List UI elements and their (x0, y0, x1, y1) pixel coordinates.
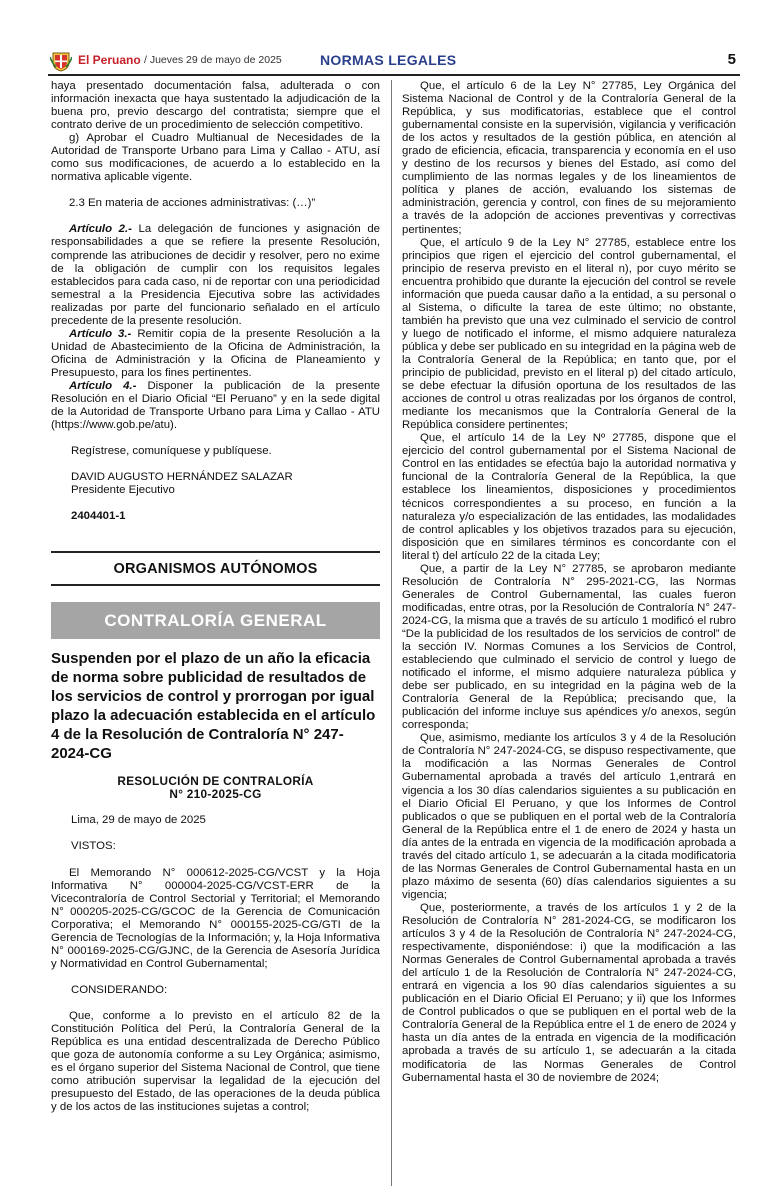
resolution-heading (51, 775, 380, 801)
section-title: ORGANISMOS AUTÓNOMOS (113, 561, 318, 578)
signer-title: Presidente Ejecutivo (71, 484, 175, 497)
vistos-text: El Memorando N° 000612-2025-CG/VCST y la Hoja Informativa N° 000004-2025-CG/VCST-ERR de la Vicecontraloría de Control Sectorial y Territorial; el Memorando N° 000205-2025-CG/GCOC de la Gerencia de Comunicación Corporativa; el Memorando N° 000155-2025-CG/GTI de la Gerencia de Tecnologías de la Información; y, la Hoja Informativa N° 000169-2025-CG/GJNC, de la Gerencia de Asesoría Jurídica y Normatividad en Control Gubernamental; (51, 866, 380, 970)
article-3 (51, 328, 380, 380)
resolution-title: RESOLUCIÓN DE CONTRALORÍA (117, 774, 314, 789)
article-label: Artículo 2.- (69, 223, 132, 236)
right-column (402, 80, 736, 1085)
article-text: Disponer la publicación de la presente Resolución en el Diario Oficial “El Peruano” y en la sede digital de la Autoridad de Transporte Urbano para Lima y Callao - ATU (https://www.gob.pe/atu). (51, 379, 381, 432)
header-title: NORMAS LEGALES (320, 52, 457, 68)
paragraph: g) Aprobar el Cuadro Multianual de Necesidades de la Autoridad de Transporte Urbano para Lima y Callao - ATU, así como sus modificaciones, de acuerdo a lo establecido en la normativa aplicable vigente. (51, 132, 380, 184)
header-date: / Jueves 29 de mayo de 2025 (144, 54, 282, 66)
section-rule (51, 551, 380, 553)
section-rule (51, 584, 380, 586)
paragraph: Que, el artículo 9 de la Ley N° 27785, establece entre los principios que rigen el ejercicio del control gubernamental, el principio de reserva previsto en el literal n), por cuyo mérito se encuentra prohibido que durante la ejecución del control se revele información que pueda causar daño a la entidad, a su personal o al Sistema, o dificulte la tarea de este último; no obstante, también ha previsto que una vez culminado el servicio de control y luego de notificado el informe, el mismo adquiere naturaleza pública y debe ser publicado en su integridad en la página web de la Contraloría General de la República; en tanto que, por el principio de publicidad, previsto en el literal p) del citado artículo, se debe efectuar la difusión oportuna de los resultados de las acciones de control u otras realizadas por los órganos de control, mediante los mecanismos que la Contraloría General de la República considere pertinentes; (402, 236, 736, 432)
paragraph: Que, el artículo 14 de la Ley Nº 27785, dispone que el ejercicio del control gubernamental por el Sistema Nacional de Control en las entidades se efectúa bajo la autoridad normativa y funcional de la Contraloría General de la República, la que establece los lineamientos, disposiciones y procedimientos técnicos correspondientes a su proceso, en función a la naturaleza y/o especialización de las entidades, las modalidades de control aplicables y los objetivos trazados para su ejecución, disposición que en similares términos es concordante con el literal t) del artículo 22 de la citada Ley; (402, 432, 736, 562)
paragraph: Que, asimismo, mediante los artículos 3 y 4 de la Resolución de Contraloría N° 247-2024-CG, se dispuso respectivamente, que la modificación a las Normas Generales de Control Gubernamental aprobada a través del artículo 1,entrará en vigencia a los 30 días calendarios siguientes a su publicación en el Diario Oficial El Peruano, y que los Informes de Control publicados o que se publiquen en el portal web de la Contraloría General de la República entre el 1 de enero de 2024 y hasta un día antes de la entrada en vigencia de la modificación aprobada a través del citado artículo 1, se adecuarán a la citada modificatoria de las Normas Generales de Control Gubernamental hasta en un plazo máximo de sesenta (60) días calendarios siguientes a su vigencia; (402, 732, 736, 901)
paragraph: Que, a partir de la Ley N° 27785, se aprobaron mediante Resolución de Contraloría N° 295-2021-CG, las Normas Generales de Control Gubernamental, las cuales fueron modificadas, entre otras, por la Resolución de Contraloría N° 247-2024-CG, la misma que a través de su artículo 1 modificó el rubro “De la publicidad de los resultados de los servicios de control” de la sección IV. Normas Comunes a los Servicios de Control, estableciendo que culminado el servicio de control y luego de notificado el informe, el mismo adquiere naturaleza pública y debe ser publicado, en su integridad en la página web de la Contraloría General de la República; precisando que, la publicación del informe incluye sus apéndices y/o anexos, según corresponda; (402, 562, 736, 732)
considerando-text: Que, conforme a lo previsto en el artículo 82 de la Constitución Política del Perú, la Contraloría General de la República es una entidad descentralizada de Derecho Público que goza de autonomía conforme a su Ley Orgánica; asimismo, es el órgano superior del Sistema Nacional de Control, que tiene como atribución supervisar la legalidad de la ejecución del presupuesto del Estado, de las operaciones de la deuda pública y de los actos de las instituciones sujetas a control; (51, 1009, 380, 1114)
closing-formula: Regístrese, comuníquese y publíquese. (71, 445, 272, 458)
signer-name: DAVID AUGUSTO HERNÁNDEZ SALAZAR (71, 471, 293, 484)
publication-code: 2404401-1 (71, 510, 126, 523)
article-headline: Suspenden por el plazo de un año la eficacia de norma sobre publicidad de resultados de los servicios de control y prorrogan por igual plazo la adecuación establecida en el artículo 4 de la Resolución de Contraloría N° 247-2024-CG (51, 650, 376, 763)
left-column (51, 80, 380, 1114)
institution-name: CONTRALORÍA GENERAL (104, 611, 327, 631)
paragraph: haya presentado documentación falsa, adulterada o con información inexacta que haya sustentado la adjudicación de la buena pro, previo descargo del contratista; siempre que el contrato derive de un procedimiento de selección competitivo. (51, 80, 380, 132)
item-2-3: 2.3 En materia de acciones administrativas: (…)” (69, 197, 316, 210)
resolution-number: N° 210-2025-CG (169, 787, 262, 802)
considerando-label: CONSIDERANDO: (71, 983, 168, 996)
vistos-label: VISTOS: (71, 840, 116, 853)
peruvian-coat-of-arms-icon (50, 51, 72, 72)
paragraph: Que, posteriormente, a través de los artículos 1 y 2 de la Resolución de Contraloría N° 281-2024-CG, se modificaron los artículos 3 y 4 de la Resolución de Contraloría N° 247-2024-CG, respectivamente, disponiéndose: i) que la modificación a las Normas Generales de Control Gubernamental aprobada a través del artículo 1 de la Resolución de Contraloría N° 247-2024-CG, entrará en vigencia a los 90 días calendarios siguientes a su publicación en el Diario Oficial El Peruano; y ii) que los Informes de Control publicados o que se publiquen en el portal web de la Contraloría General de la República entre el 1 de enero de 2024 y hasta un día antes de la entrada en vigencia de la modificación aprobada a través de su artículo 1, se adecuarán a la citada modificatoria de las Normas Generales de Control Gubernamental hasta el 30 de noviembre de 2024; (402, 901, 736, 1084)
article-label: Artículo 4.- (69, 379, 137, 392)
newspaper-brand: El Peruano (78, 53, 141, 67)
article-text: Remitir copia de la presente Resolución a la Unidad de Abastecimiento de la Oficina de Administración, la Oficina de Administración y la Oficina de Planeamiento y Presupuesto, para los fines pertinentes. (51, 327, 380, 379)
article-label: Artículo 3.- (69, 327, 132, 340)
article-4 (51, 380, 380, 432)
article-text: La delegación de funciones y asignación de responsabilidades a que se refiere la presente Resolución, comprende las atribuciones de decidir y resolver, pero no exime de la obligación de cumplir con los requisitos legales establecidos para cada caso, ni de reportar con una periodicidad semestral a la Presidencia Ejecutiva sobre las actividades realizadas por parte del funcionario señalado en el artículo precedente de la presente resolución. (51, 223, 380, 327)
header-rule (48, 74, 740, 76)
place-date: Lima, 29 de mayo de 2025 (71, 814, 206, 827)
article-2 (51, 223, 380, 327)
page-number: 5 (727, 51, 736, 68)
paragraph: Que, el artículo 6 de la Ley N° 27785, Ley Orgánica del Sistema Nacional de Control y de la Contraloría General de la República, y sus modificatorias, establece que el control gubernamental consiste en la supervisión, vigilancia y verificación de los actos y resultados de la gestión pública, en atención al grado de eficiencia, eficacia, transparencia y economía en el uso y destino de los recursos y bienes del Estado, así como del cumplimiento de las normas legales y de los lineamientos de política y planes de acción, evaluando los sistemas de administración, gerencia y control, con fines de su mejoramiento a través de la adopción de acciones preventivas y correctivas pertinentes; (402, 80, 736, 236)
institution-banner (51, 602, 380, 639)
page-header (48, 50, 740, 72)
column-divider (391, 80, 392, 1186)
